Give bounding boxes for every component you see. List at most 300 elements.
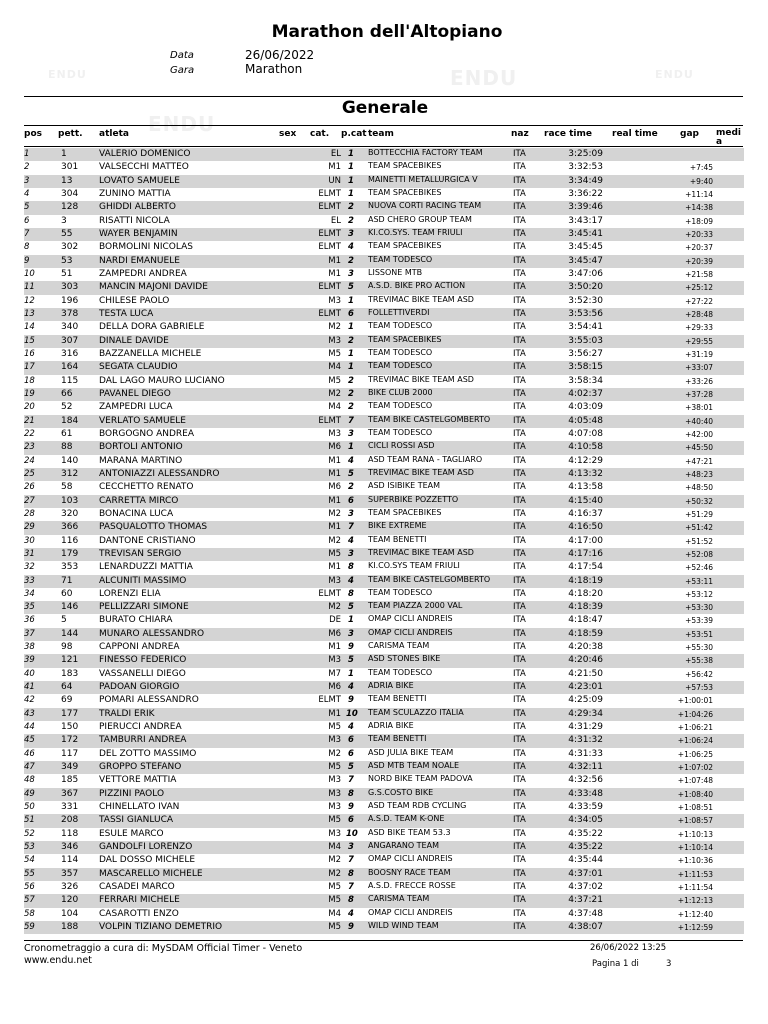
row-team: OMAP CICLI ANDREIS — [368, 614, 453, 624]
race-label: Gara — [170, 65, 195, 76]
date-label: Data — [170, 50, 194, 61]
row-team: SUPERBIKE POZZETTO — [368, 494, 459, 504]
row-bib: 349 — [61, 762, 79, 773]
row-race-time: 4:31:29 — [568, 722, 603, 733]
row-athlete: DAL DOSSO MICHELE — [99, 855, 196, 866]
row-pos: 41 — [24, 682, 35, 693]
row-naz: ITA — [513, 575, 526, 586]
row-naz: ITA — [513, 748, 526, 759]
row-pos: 4 — [24, 188, 30, 199]
row-athlete: TREVISAN SERGIO — [99, 548, 182, 559]
row-cat: M3 — [328, 335, 341, 346]
row-athlete: ALCUNITI MASSIMO — [99, 575, 187, 586]
row-naz: ITA — [513, 348, 526, 359]
row-pos: 48 — [24, 775, 35, 786]
watermark: ENDU — [655, 68, 694, 81]
row-pos: 5 — [24, 202, 30, 213]
row-pos: 30 — [24, 535, 35, 546]
row-gap: +1:10:14 — [677, 843, 713, 853]
row-cat: M3 — [328, 735, 341, 746]
row-gap: +14:38 — [685, 203, 713, 213]
row-naz: ITA — [513, 468, 526, 479]
row-gap: +1:07:48 — [677, 776, 713, 786]
row-cat: M5 — [328, 348, 341, 359]
row-team: TEAM BIKE CASTELGOMBERTO — [368, 414, 491, 424]
row-cat: ELMT — [318, 282, 341, 293]
row-pcat: 4 — [348, 908, 354, 919]
row-gap: +31:19 — [685, 349, 713, 359]
row-gap: +9:40 — [689, 176, 713, 186]
row-athlete: TRALDI ERIK — [99, 708, 155, 719]
row-bib: 378 — [61, 308, 79, 319]
row-race-time: 4:37:01 — [568, 868, 603, 879]
row-gap: +20:33 — [685, 229, 713, 239]
row-race-time: 4:23:01 — [568, 682, 603, 693]
row-bib: 172 — [61, 735, 79, 746]
row-athlete: FERRARI MICHELE — [99, 895, 180, 906]
row-gap: +25:12 — [685, 283, 713, 293]
row-race-time: 4:33:59 — [568, 802, 603, 813]
row-bib: 55 — [61, 228, 73, 239]
row-race-time: 3:32:53 — [568, 162, 603, 173]
row-gap: +50:32 — [685, 496, 713, 506]
row-pcat: 9 — [348, 802, 354, 813]
row-gap: +1:10:13 — [677, 829, 713, 839]
row-bib: 58 — [61, 482, 73, 493]
row-naz: ITA — [513, 828, 526, 839]
row-race-time: 4:07:08 — [568, 428, 603, 439]
row-pcat: 1 — [348, 668, 354, 679]
row-pcat: 1 — [348, 188, 354, 199]
row-race-time: 4:15:40 — [568, 495, 603, 506]
row-naz: ITA — [513, 162, 526, 173]
row-naz: ITA — [513, 188, 526, 199]
row-cat: M1 — [328, 522, 341, 533]
row-bib: 184 — [61, 415, 79, 426]
row-pcat: 1 — [348, 615, 354, 626]
row-bib: 208 — [61, 815, 79, 826]
row-pos: 11 — [24, 282, 35, 293]
row-gap: +56:42 — [685, 669, 713, 679]
row-gap: +1:12:13 — [677, 896, 713, 906]
row-naz: ITA — [513, 255, 526, 266]
col-media: media — [716, 128, 742, 147]
row-team: CICLI ROSSI ASD — [368, 441, 435, 451]
row-naz: ITA — [513, 268, 526, 279]
row-team: TEAM TODESCO — [368, 347, 433, 357]
row-pos: 59 — [24, 922, 35, 933]
row-team: WILD WIND TEAM — [368, 921, 439, 931]
row-bib: 104 — [61, 908, 79, 919]
table-row — [24, 921, 744, 934]
row-gap: +33:26 — [685, 376, 713, 386]
row-cat: M5 — [328, 762, 341, 773]
row-pcat: 3 — [348, 508, 354, 519]
row-cat: M5 — [328, 722, 341, 733]
row-race-time: 4:35:22 — [568, 842, 603, 853]
row-athlete: CECCHETTO RENATO — [99, 482, 194, 493]
row-cat: M1 — [328, 468, 341, 479]
row-pcat: 2 — [348, 215, 354, 226]
row-naz: ITA — [513, 175, 526, 186]
row-pos: 23 — [24, 442, 35, 453]
row-pos: 39 — [24, 655, 35, 666]
row-pos: 40 — [24, 668, 35, 679]
row-pos: 54 — [24, 855, 35, 866]
row-pcat: 2 — [348, 202, 354, 213]
row-pos: 3 — [24, 175, 30, 186]
row-gap: +52:46 — [685, 563, 713, 573]
row-pos: 34 — [24, 588, 35, 599]
row-pcat: 6 — [348, 748, 354, 759]
row-race-time: 3:47:06 — [568, 268, 603, 279]
row-cat: M2 — [328, 508, 341, 519]
row-athlete: NARDI EMANUELE — [99, 255, 180, 266]
row-pos: 18 — [24, 375, 35, 386]
row-bib: 183 — [61, 668, 79, 679]
row-athlete: DEL ZOTTO MASSIMO — [99, 748, 197, 759]
row-cat: M6 — [328, 682, 341, 693]
row-cat: ELMT — [318, 588, 341, 599]
row-naz: ITA — [513, 868, 526, 879]
row-naz: ITA — [513, 842, 526, 853]
row-race-time: 3:56:27 — [568, 348, 603, 359]
row-race-time: 3:25:09 — [568, 149, 603, 159]
row-bib: 121 — [61, 655, 79, 666]
row-team: TEAM TODESCO — [368, 427, 433, 437]
row-race-time: 4:35:44 — [568, 855, 603, 866]
row-athlete: POMARI ALESSANDRO — [99, 695, 199, 706]
row-race-time: 4:18:39 — [568, 602, 603, 613]
row-pcat: 6 — [348, 308, 354, 319]
row-athlete: ZUNINO MATTIA — [99, 188, 171, 199]
row-naz: ITA — [513, 295, 526, 306]
row-team: A.S.D. TEAM K-ONE — [368, 814, 445, 824]
row-race-time: 3:36:22 — [568, 188, 603, 199]
row-pcat: 7 — [348, 775, 354, 786]
row-team: KI.CO.SYS TEAM FRIULI — [368, 561, 460, 571]
row-bib: 52 — [61, 402, 73, 413]
row-bib: 140 — [61, 455, 79, 466]
site-link[interactable]: www.endu.net — [24, 955, 92, 966]
row-gap: +57:53 — [685, 683, 713, 693]
row-cat: M1 — [328, 255, 341, 266]
row-cat: M5 — [328, 882, 341, 893]
row-team: LISSONE MTB — [368, 267, 423, 277]
row-cat: M4 — [328, 842, 341, 853]
date-value: 26/06/2022 — [245, 48, 315, 62]
row-team: TEAM BENETTI — [368, 694, 427, 704]
row-athlete: GANDOLFI LORENZO — [99, 842, 193, 853]
row-naz: ITA — [513, 788, 526, 799]
row-bib: 196 — [61, 295, 79, 306]
col-pos: pos — [24, 129, 42, 139]
row-race-time: 4:31:33 — [568, 748, 603, 759]
row-pcat: 1 — [348, 295, 354, 306]
row-gap: +33:07 — [685, 363, 713, 373]
row-bib: 150 — [61, 722, 79, 733]
row-pcat: 4 — [348, 455, 354, 466]
page-label: Pagina 1 di — [592, 959, 639, 969]
row-cat: M2 — [328, 855, 341, 866]
row-pos: 51 — [24, 815, 35, 826]
row-race-time: 3:58:34 — [568, 375, 603, 386]
row-pcat: 8 — [348, 868, 354, 879]
row-gap: +1:11:53 — [677, 869, 713, 879]
row-pcat: 1 — [348, 442, 354, 453]
print-timestamp: 26/06/2022 13:25 — [590, 943, 667, 953]
row-race-time: 4:17:16 — [568, 548, 603, 559]
row-pos: 21 — [24, 415, 35, 426]
row-pcat: 7 — [348, 522, 354, 533]
row-naz: ITA — [513, 308, 526, 319]
row-naz: ITA — [513, 508, 526, 519]
row-cat: M3 — [328, 428, 341, 439]
row-athlete: TESTA LUCA — [99, 308, 154, 319]
row-team: TEAM SPACEBIKES — [368, 507, 442, 517]
row-race-time: 4:13:32 — [568, 468, 603, 479]
row-cat: M3 — [328, 828, 341, 839]
row-cat: M4 — [328, 908, 341, 919]
col-race-time: race time — [544, 129, 592, 139]
row-team: CARISMA TEAM — [368, 641, 430, 651]
row-naz: ITA — [513, 922, 526, 933]
row-gap: +55:38 — [685, 656, 713, 666]
row-pcat: 7 — [348, 855, 354, 866]
row-naz: ITA — [513, 642, 526, 653]
row-pcat: 8 — [348, 895, 354, 906]
row-team: TREVIMAC BIKE TEAM ASD — [368, 374, 474, 384]
row-bib: 301 — [61, 162, 79, 173]
row-race-time: 4:31:32 — [568, 735, 603, 746]
row-bib: 188 — [61, 922, 79, 933]
row-team: TEAM TODESCO — [368, 401, 433, 411]
row-athlete: PIERUCCI ANDREA — [99, 722, 182, 733]
row-race-time: 3:54:41 — [568, 322, 603, 333]
row-race-time: 3:34:49 — [568, 175, 603, 186]
row-athlete: MASCARELLO MICHELE — [99, 868, 203, 879]
row-cat: UN — [328, 175, 341, 186]
row-race-time: 4:13:58 — [568, 482, 603, 493]
row-pos: 47 — [24, 762, 35, 773]
row-athlete: LENARDUZZI MATTIA — [99, 562, 193, 573]
row-athlete: BORMOLINI NICOLAS — [99, 242, 193, 253]
top-divider — [24, 96, 743, 97]
row-bib: 114 — [61, 855, 79, 866]
row-race-time: 4:33:48 — [568, 788, 603, 799]
row-bib: 128 — [61, 202, 79, 213]
row-team: TEAM TODESCO — [368, 254, 433, 264]
row-team: TEAM PIAZZA 2000 VAL — [368, 601, 463, 611]
row-race-time: 4:02:37 — [568, 388, 603, 399]
row-athlete: VETTORE MATTIA — [99, 775, 177, 786]
row-race-time: 3:45:41 — [568, 228, 603, 239]
row-bib: 64 — [61, 682, 73, 693]
row-team: TEAM TODESCO — [368, 667, 433, 677]
row-team: TEAM SCULAZZO ITALIA — [368, 707, 464, 717]
row-athlete: TAMBURRI ANDREA — [99, 735, 187, 746]
row-gap: +42:00 — [685, 429, 713, 439]
row-naz: ITA — [513, 402, 526, 413]
row-pos: 10 — [24, 268, 35, 279]
timing-credit: Cronometraggio a cura di: MySDAM Official Timer - Veneto — [24, 943, 303, 954]
row-gap: +51:52 — [685, 536, 713, 546]
row-gap: +1:11:54 — [677, 883, 713, 893]
row-gap: +1:08:57 — [677, 816, 713, 826]
row-pcat: 9 — [348, 922, 354, 933]
col-bib: pett. — [58, 129, 83, 139]
row-race-time: 4:17:54 — [568, 562, 603, 573]
row-pcat: 5 — [348, 602, 354, 613]
row-bib: 115 — [61, 375, 79, 386]
section-title: Generale — [341, 98, 429, 118]
row-cat: ELMT — [318, 202, 341, 213]
row-naz: ITA — [513, 735, 526, 746]
results-table — [24, 148, 744, 934]
row-athlete: CAPPONI ANDREA — [99, 642, 180, 653]
row-race-time: 4:34:05 — [568, 815, 603, 826]
row-bib: 331 — [61, 802, 79, 813]
watermark: ENDU — [48, 68, 87, 81]
row-bib: 312 — [61, 468, 79, 479]
row-race-time: 3:53:56 — [568, 308, 603, 319]
col-team: team — [368, 129, 394, 139]
row-bib: 13 — [61, 175, 73, 186]
row-naz: ITA — [513, 362, 526, 373]
row-pos: 33 — [24, 575, 35, 586]
row-team: TEAM SPACEBIKES — [368, 241, 442, 251]
row-pos: 52 — [24, 828, 35, 839]
row-bib: 320 — [61, 508, 79, 519]
row-pos: 22 — [24, 428, 35, 439]
row-naz: ITA — [513, 855, 526, 866]
row-athlete: TASSI GIANLUCA — [99, 815, 174, 826]
row-cat: M2 — [328, 748, 341, 759]
row-pcat: 1 — [348, 362, 354, 373]
row-pcat: 5 — [348, 762, 354, 773]
row-pos: 53 — [24, 842, 35, 853]
row-pcat: 2 — [348, 375, 354, 386]
row-pos: 36 — [24, 615, 35, 626]
row-team: A.S.D. BIKE PRO ACTION — [368, 281, 466, 291]
row-athlete: PIZZINI PAOLO — [99, 788, 165, 799]
row-athlete: MARANA MARTINO — [99, 455, 183, 466]
row-gap: +20:37 — [685, 243, 713, 253]
row-pcat: 8 — [348, 562, 354, 573]
row-cat: M3 — [328, 775, 341, 786]
row-team: OMAP CICLI ANDREIS — [368, 907, 453, 917]
row-race-time: 4:18:47 — [568, 615, 603, 626]
row-race-time: 4:37:48 — [568, 908, 603, 919]
row-pcat: 10 — [346, 708, 358, 719]
row-team: ADRIA BIKE — [368, 681, 414, 691]
row-athlete: MANCIN MAJONI DAVIDE — [99, 282, 208, 293]
row-pcat: 3 — [348, 548, 354, 559]
row-race-time: 4:17:00 — [568, 535, 603, 546]
row-athlete: ZAMPEDRI ANDREA — [99, 268, 187, 279]
row-pcat: 1 — [348, 162, 354, 173]
row-pcat: 6 — [348, 735, 354, 746]
row-bib: 307 — [61, 335, 79, 346]
row-athlete: RISATTI NICOLA — [99, 215, 170, 226]
row-race-time: 4:20:46 — [568, 655, 603, 666]
row-naz: ITA — [513, 815, 526, 826]
row-pcat: 5 — [348, 282, 354, 293]
col-cat: cat. — [310, 129, 330, 139]
row-bib: 302 — [61, 242, 79, 253]
row-athlete: FINESSO FEDERICO — [99, 655, 187, 666]
row-pos: 26 — [24, 482, 35, 493]
row-cat: ELMT — [318, 242, 341, 253]
row-pos: 32 — [24, 562, 35, 573]
row-athlete: CASAROTTI ENZO — [99, 908, 179, 919]
row-team: TEAM TODESCO — [368, 321, 433, 331]
row-gap: +28:48 — [685, 309, 713, 319]
row-gap: +1:07:02 — [677, 763, 713, 773]
row-pcat: 8 — [348, 788, 354, 799]
row-team: TEAM BENETTI — [368, 734, 427, 744]
row-gap: +53:30 — [685, 603, 713, 613]
row-athlete: LORENZI ELIA — [99, 588, 161, 599]
row-naz: ITA — [513, 535, 526, 546]
row-naz: ITA — [513, 375, 526, 386]
row-pos: 42 — [24, 695, 35, 706]
row-race-time: 4:35:22 — [568, 828, 603, 839]
col-naz: naz — [511, 129, 529, 139]
row-team: ASD CHERO GROUP TEAM — [368, 214, 472, 224]
row-bib: 164 — [61, 362, 79, 373]
row-race-time: 3:58:15 — [568, 362, 603, 373]
row-naz: ITA — [513, 588, 526, 599]
row-gap: +48:50 — [685, 483, 713, 493]
row-pos: 58 — [24, 908, 35, 919]
row-gap: +21:58 — [685, 269, 713, 279]
row-team: OMAP CICLI ANDREIS — [368, 627, 453, 637]
row-team: MAINETTI METALLURGICA V — [368, 174, 478, 184]
row-bib: 120 — [61, 895, 79, 906]
row-athlete: ANTONIAZZI ALESSANDRO — [99, 468, 220, 479]
row-pos: 17 — [24, 362, 35, 373]
footer-divider — [24, 940, 743, 941]
row-pos: 55 — [24, 868, 35, 879]
row-pcat: 7 — [348, 415, 354, 426]
row-naz: ITA — [513, 895, 526, 906]
row-pos: 50 — [24, 802, 35, 813]
row-race-time: 4:32:56 — [568, 775, 603, 786]
row-team: ASD TEAM RANA - TAGLIARO — [368, 454, 483, 464]
row-team: BOTTECCHIA FACTORY TEAM — [368, 148, 483, 157]
row-team: CARISMA TEAM — [368, 894, 430, 904]
row-naz: ITA — [513, 335, 526, 346]
row-team: TEAM TODESCO — [368, 587, 433, 597]
row-pos: 35 — [24, 602, 35, 613]
row-team: TEAM BENETTI — [368, 534, 427, 544]
col-athlete: atleta — [99, 129, 129, 139]
row-pos: 57 — [24, 895, 35, 906]
row-athlete: ESULE MARCO — [99, 828, 164, 839]
row-team: ASD MTB TEAM NOALE — [368, 761, 460, 771]
row-athlete: GROPPO STEFANO — [99, 762, 182, 773]
row-cat: M3 — [328, 802, 341, 813]
row-athlete: CHILESE PAOLO — [99, 295, 170, 306]
row-bib: 51 — [61, 268, 73, 279]
col-sex: sex — [279, 129, 297, 139]
row-cat: M1 — [328, 642, 341, 653]
row-bib: 116 — [61, 535, 79, 546]
row-bib: 118 — [61, 828, 79, 839]
row-gap: +37:28 — [685, 389, 713, 399]
row-naz: ITA — [513, 522, 526, 533]
